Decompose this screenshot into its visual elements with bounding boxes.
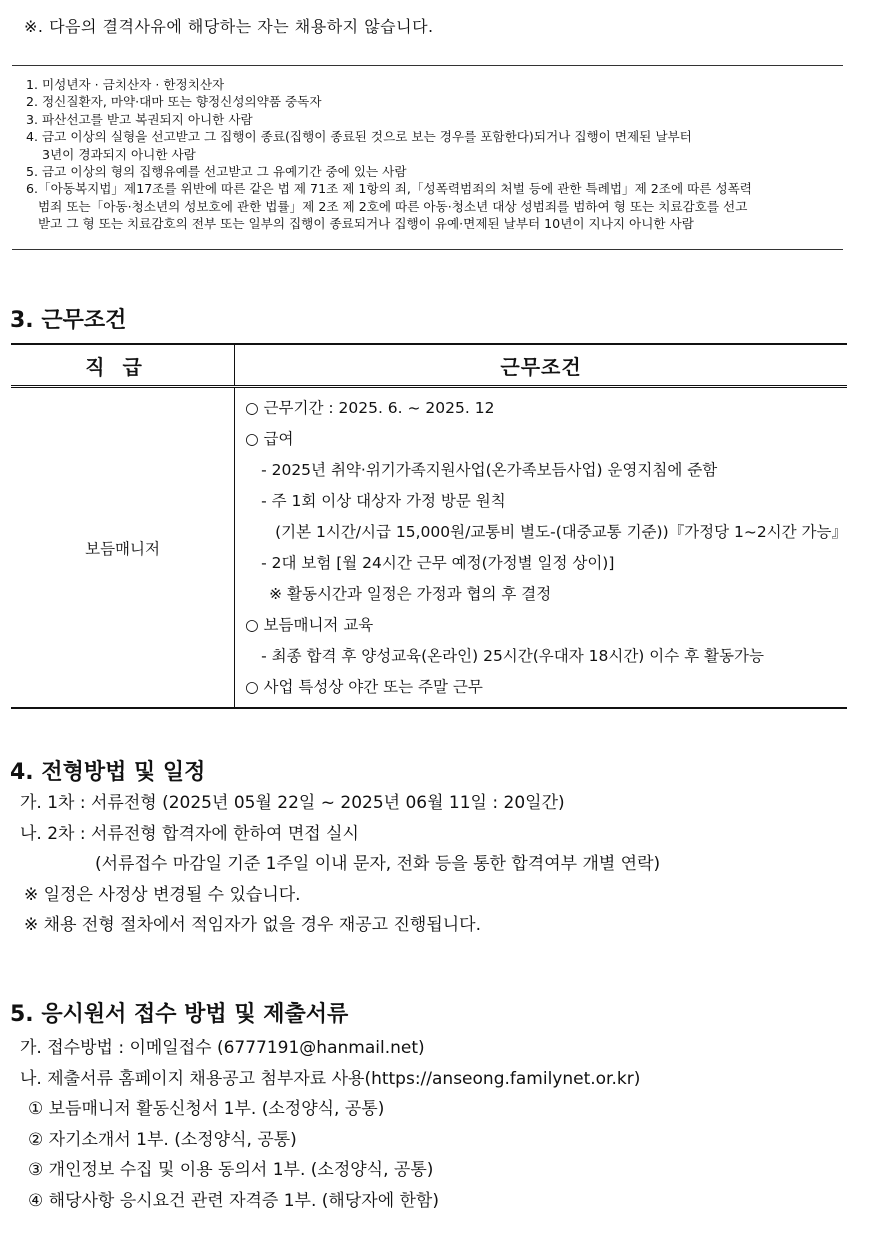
list-item: 1. 미성년자 · 금치산자 · 한정치산자	[26, 77, 225, 92]
condition-line: ○ 사업 특성상 야간 또는 주말 근무	[245, 678, 483, 696]
condition-line: - 주 1회 이상 대상자 가정 방문 원칙	[261, 492, 506, 510]
list-item: 받고 그 형 또는 치료감호의 전부 또는 일부의 집행이 종료되거나 집행이 유예·면제된 날부터 10년이 지나지 아니한 사람	[38, 216, 694, 232]
document-item: ② 자기소개서 1부. (소정양식, 공통)	[28, 1129, 297, 1150]
position-cell: 보듬매니저	[11, 387, 235, 709]
disqualification-box	[12, 65, 843, 250]
section-title-work-conditions: 3. 근무조건	[10, 308, 127, 333]
selection-note: ※ 일정은 사정상 변경될 수 있습니다.	[24, 884, 301, 905]
list-item: 2. 정신질환자, 마약·대마 또는 향정신성의약품 중독자	[26, 94, 322, 110]
document-item: ③ 개인정보 수집 및 이용 동의서 1부. (소정양식, 공통)	[28, 1160, 434, 1180]
conditions-cell	[235, 387, 847, 709]
table-row	[11, 387, 847, 709]
condition-line: - 2025년 취약·위기가족지원사업(온가족보듬사업) 운영지침에 준함	[261, 461, 718, 479]
list-item: 5. 금고 이상의 형의 집행유예를 선고받고 그 유예기간 중에 있는 사람	[26, 164, 407, 180]
selection-body	[20, 788, 660, 941]
list-item: 4. 금고 이상의 실형을 선고받고 그 집행이 종료(집행이 종료된 것으로 보는 경우를 포함한다)되거나 집행이 면제된 날부터	[26, 129, 692, 145]
list-item: 3년이 경과되지 아니한 사람	[42, 146, 196, 162]
condition-line: - 최종 합격 후 양성교육(온라인) 25시간(우대자 18시간) 이수 후 활동가능	[261, 647, 764, 665]
application-line: 나. 제출서류 홈페이지 채용공고 첨부자료 사용(https://anseong.familynet.or.kr)	[20, 1068, 641, 1089]
column-header-position: 직급	[11, 344, 235, 387]
document-item: ① 보듬매니저 활동신청서 1부. (소정양식, 공통)	[28, 1099, 385, 1119]
condition-line: ○ 근무기간 : 2025. 6. ~ 2025. 12	[245, 399, 495, 417]
condition-line: (기본 1시간/시급 15,000원/교통비 별도-(대중교통 기준))『가정당 1~2시간 가능』	[275, 523, 847, 541]
list-item: 범죄 또는「아동·청소년의 성보호에 관한 법률」제 2조 제 2호에 따른 아동·청소년 대상 성범죄를 범하여 형 또는 치료감호를 선고	[38, 198, 748, 214]
document-item: ④ 해당사항 응시요건 관련 자격증 1부. (해당자에 한함)	[28, 1190, 439, 1211]
work-conditions-table	[11, 343, 847, 709]
condition-line: ○ 급여	[245, 430, 294, 448]
disqualification-list	[12, 66, 843, 233]
disqualification-notice: ※. 다음의 결격사유에 해당하는 자는 채용하지 않습니다.	[24, 17, 434, 36]
application-line: 가. 접수방법 : 이메일접수 (6777191@hanmail.net)	[20, 1038, 425, 1058]
section-title-selection: 4. 전형방법 및 일정	[10, 760, 206, 785]
selection-line: (서류접수 마감일 기준 1주일 이내 문자, 전화 등을 통한 합격여부 개별 연락)	[95, 854, 661, 874]
selection-line: 가. 1차 : 서류전형 (2025년 05월 22일 ~ 2025년 06월 11일 : 20일간)	[20, 793, 565, 813]
condition-line: ○ 보듬매니저 교육	[245, 616, 374, 634]
selection-line: 나. 2차 : 서류전형 합격자에 한하여 면접 실시	[20, 823, 359, 844]
application-body	[20, 1033, 640, 1216]
condition-line: ※ 활동시간과 일정은 가정과 협의 후 결정	[269, 585, 552, 603]
column-header-conditions: 근무조건	[235, 344, 847, 387]
list-item: 3. 파산선고를 받고 복권되지 아니한 사람	[26, 111, 253, 127]
list-item: 6.「아동복지법」제17조를 위반에 따른 같은 법 제 71조 제 1항의 죄,「성폭력범죄의 처벌 등에 관한 특례법」제 2조에 따른 성폭력	[26, 181, 752, 197]
section-title-application: 5. 응시원서 접수 방법 및 제출서류	[10, 1002, 349, 1027]
condition-line: - 2대 보험 [월 24시간 근무 예정(가정별 일정 상이)]	[261, 554, 615, 572]
selection-note: ※ 채용 전형 절차에서 적임자가 없을 경우 재공고 진행됩니다.	[24, 915, 482, 935]
